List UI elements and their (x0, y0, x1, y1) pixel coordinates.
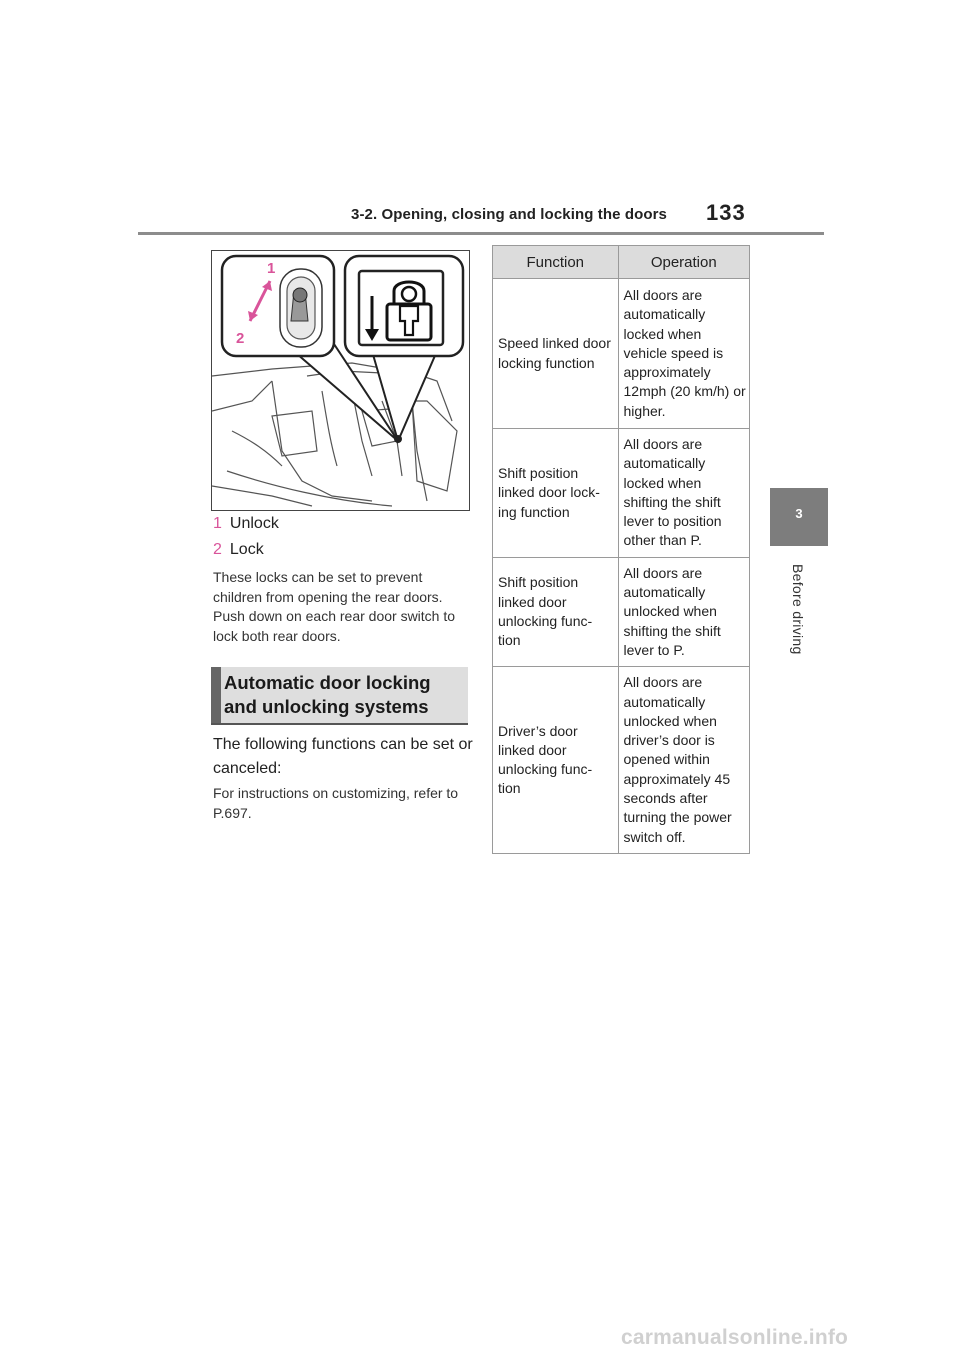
child-lock-illustration (211, 250, 470, 511)
section-heading: Automatic door locking and unlocking systems (224, 672, 431, 717)
function-cell: Driver’s door linked door unlocking func-tion (493, 667, 619, 854)
page-number: 133 (706, 200, 746, 225)
chapter-title: Before driving (790, 564, 806, 655)
column-header-function: Function (493, 246, 619, 279)
legend-label: Lock (229, 541, 264, 558)
lead-paragraph: The following functions can be set or canceled: (213, 736, 473, 777)
column-header-operation: Operation (618, 246, 749, 279)
function-table (492, 245, 750, 854)
table-row (493, 429, 750, 558)
child-lock-drawing (212, 251, 469, 510)
legend-number: 1 (213, 515, 222, 532)
operation-cell: All doors are automatically unlocked when driver’s door is opened within approximately 45 seconds after turning the power switch off. (618, 667, 749, 854)
function-cell: Shift position linked door unlocking func-tion (493, 557, 619, 666)
legend-item-unlock (213, 515, 279, 533)
child-lock-description: These locks can be set to prevent children from opening the rear doors. Push down on each rear door switch to lock both rear doors. (213, 569, 456, 644)
operation-cell: All doors are automatically locked when shifting the shift lever to position other than P. (618, 429, 749, 558)
customize-note: For instructions on customizing, refer to P.697. (213, 785, 459, 821)
operation-cell: All doors are automatically unlocked when shifting the shift lever to P. (618, 557, 749, 666)
legend-item-lock (213, 541, 264, 559)
header-rule (138, 232, 824, 235)
function-cell: Shift position linked door lock-ing function (493, 429, 619, 558)
table-row (493, 557, 750, 666)
section-title: 3-2. Opening, closing and locking the doors (351, 206, 667, 223)
callout-label-1: 1 (267, 260, 276, 277)
legend-number: 2 (213, 541, 222, 558)
table-row (493, 667, 750, 854)
chapter-number: 3 (795, 506, 803, 521)
table-row (493, 279, 750, 429)
site-watermark: carmanualsonline.info (621, 1326, 849, 1349)
table-header-row (493, 246, 750, 279)
function-cell: Speed linked door locking function (493, 279, 619, 429)
callout-label-2: 2 (236, 330, 245, 347)
legend-label: Unlock (229, 515, 279, 532)
operation-cell: All doors are automatically locked when vehicle speed is approximately 12mph (20 km/h) or higher. (618, 279, 749, 429)
section-heading-bar (211, 667, 221, 723)
